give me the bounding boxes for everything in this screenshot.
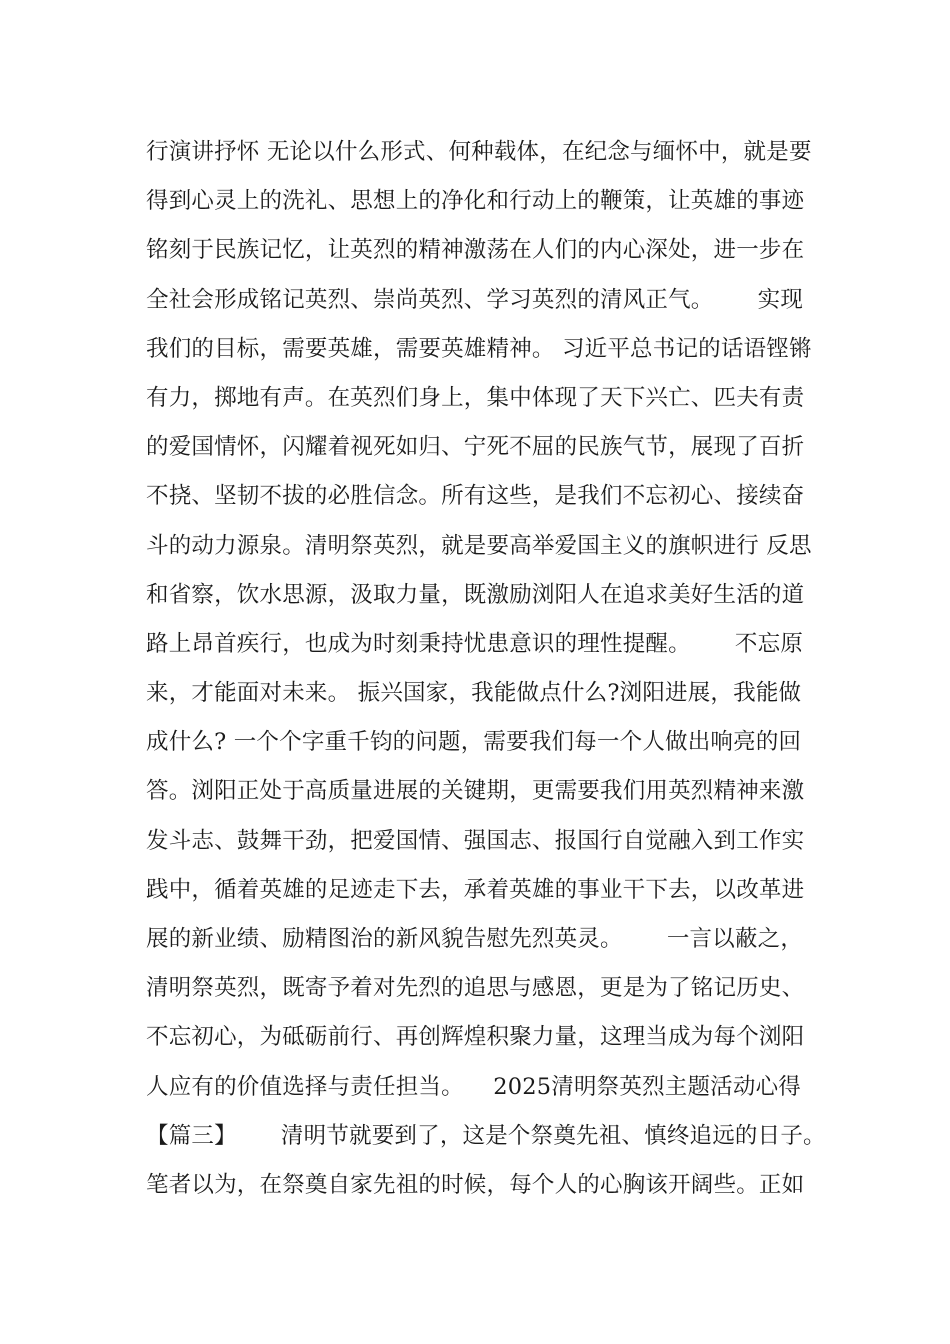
text-line: 人应有的价值选择与责任担当。 2025清明祭英烈主题活动心得 xyxy=(146,1073,801,1100)
text-line: 斗的动力源泉。清明祭英烈，就是要高举爱国主义的旗帜进行 反思 xyxy=(146,532,812,559)
text-line: 和省察，饮水思源，汲取力量，既激励浏阳人在追求美好生活的道 xyxy=(146,581,805,608)
text-line: 笔者以为，在祭奠自家先祖的时候，每个人的心胸该开阔些。正如 xyxy=(146,1171,805,1198)
text-line: 我们的目标，需要英雄，需要英雄精神。 习近平总书记的话语铿锵 xyxy=(146,335,812,362)
text-line: 行演讲抒怀 无论以什么形式、何种载体，在纪念与缅怀中，就是要 xyxy=(146,139,812,165)
body-text xyxy=(146,131,826,1213)
text-line: 不忘初心，为砥砺前行、再创辉煌积聚力量，这理当成为每个浏阳 xyxy=(146,1024,805,1051)
text-line: 铭刻于民族记忆，让英烈的精神激荡在人们的内心深处，进一步在 xyxy=(146,237,805,264)
text-line: 发斗志、鼓舞干劲，把爱国情、强国志、报国行自觉融入到工作实 xyxy=(146,827,805,854)
text-line: 践中，循着英雄的足迹走下去，承着英雄的事业干下去，以改革进 xyxy=(146,876,805,903)
text-line: 展的新业绩、励精图治的新风貌告慰先烈英灵。 一言以蔽之， xyxy=(146,926,804,952)
text-line: 的爱国情怀，闪耀着视死如归、宁死不屈的民族气节，展现了百折 xyxy=(146,434,805,461)
text-line: 路上昂首疾行，也成为时刻秉持忧患意识的理性提醒。 不忘原 xyxy=(146,630,804,657)
text-line: 答。浏阳正处于高质量进展的关键期，更需要我们用英烈精神来激 xyxy=(146,778,805,805)
text-line: 得到心灵上的洗礼、思想上的净化和行动上的鞭策，让英雄的事迹 xyxy=(146,188,805,215)
text-line: 来，才能面对未来。 振兴国家，我能做点什么?浏阳进展，我能做 xyxy=(146,680,802,707)
text-line: 有力，掷地有声。在英烈们身上，集中体现了天下兴亡、匹夫有责 xyxy=(146,384,805,411)
text-line: 全社会形成铭记英烈、崇尚英烈、学习英烈的清风正气。 实现 xyxy=(146,286,804,313)
text-line: 【篇三】 清明节就要到了，这是个祭奠先祖、慎终追远的日子。 xyxy=(146,1122,826,1149)
text-line: 不挠、坚韧不拔的必胜信念。所有这些，是我们不忘初心、接续奋 xyxy=(146,483,805,510)
text-line: 清明祭英烈，既寄予着对先烈的追思与感恩，更是为了铭记历史、 xyxy=(146,975,805,1002)
text-line: 成什么? 一个个字重千钧的问题，需要我们每一个人做出响亮的回 xyxy=(146,729,802,756)
